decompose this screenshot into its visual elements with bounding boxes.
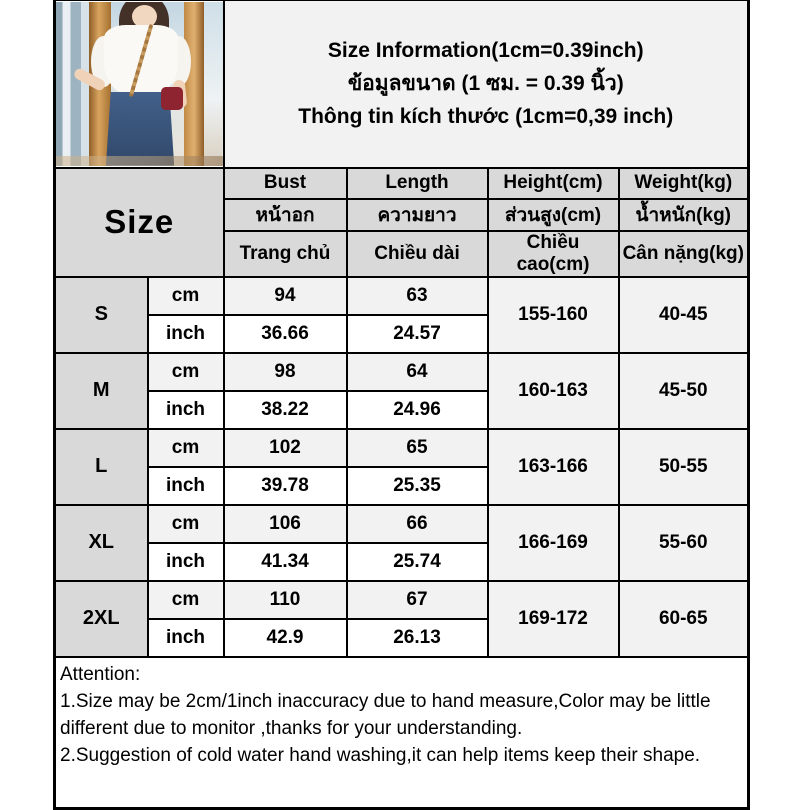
- photo-red-bag: [161, 87, 183, 110]
- unit-inch-label: inch: [148, 315, 224, 353]
- unit-cm-label: cm: [148, 277, 224, 315]
- unit-inch-label: inch: [148, 619, 224, 657]
- bust-cm-value: 98: [224, 353, 347, 391]
- unit-cm-label: cm: [148, 353, 224, 391]
- height-range-value: 160-163: [488, 353, 619, 429]
- bust-header-vi: Trang chủ: [224, 231, 347, 277]
- unit-inch-label: inch: [148, 543, 224, 581]
- length-cm-value: 64: [347, 353, 488, 391]
- length-inch-value: 25.74: [347, 543, 488, 581]
- length-cm-value: 63: [347, 277, 488, 315]
- size-label-l: L: [55, 429, 148, 505]
- bust-cm-value: 94: [224, 277, 347, 315]
- height-header-th: ส่วนสูง(cm): [488, 199, 619, 231]
- bust-cm-value: 110: [224, 581, 347, 619]
- photo-floor: [56, 156, 223, 166]
- unit-cm-label: cm: [148, 505, 224, 543]
- length-header-th: ความยาว: [347, 199, 488, 231]
- height-range-value: 166-169: [488, 505, 619, 581]
- photo-background-right: [204, 2, 222, 166]
- title-english: Size Information(1cm=0.39inch): [327, 39, 644, 63]
- bust-header-th: หน้าอก: [224, 199, 347, 231]
- title-vietnamese: Thông tin kích thước (1cm=0,39 inch): [298, 105, 674, 129]
- weight-header-th: น้ำหนัก(kg): [619, 199, 749, 231]
- product-photo-cell: [55, 0, 224, 168]
- length-cm-value: 65: [347, 429, 488, 467]
- length-inch-value: 24.96: [347, 391, 488, 429]
- unit-inch-label: inch: [148, 391, 224, 429]
- unit-cm-label: cm: [148, 429, 224, 467]
- height-header-vi: Chiều cao(cm): [488, 231, 619, 277]
- table-row-l: [55, 429, 749, 467]
- size-column-header: Size: [55, 168, 224, 277]
- bust-inch-value: 39.78: [224, 467, 347, 505]
- weight-range-value: 50-55: [619, 429, 749, 505]
- length-inch-value: 24.57: [347, 315, 488, 353]
- bust-inch-value: 38.22: [224, 391, 347, 429]
- weight-range-value: 40-45: [619, 277, 749, 353]
- bust-inch-value: 42.9: [224, 619, 347, 657]
- size-table: [53, 0, 750, 810]
- length-cm-value: 66: [347, 505, 488, 543]
- attention-note-2: 2.Suggestion of cold water hand washing,it can help items keep their shape.: [60, 744, 701, 766]
- size-chart-sheet: [53, 0, 747, 810]
- weight-range-value: 60-65: [619, 581, 749, 657]
- table-row-xl: [55, 505, 749, 543]
- height-range-value: 163-166: [488, 429, 619, 505]
- table-row-s: [55, 277, 749, 315]
- attention-heading: Attention:: [60, 663, 141, 685]
- bust-cm-value: 102: [224, 429, 347, 467]
- unit-cm-label: cm: [148, 581, 224, 619]
- length-inch-value: 26.13: [347, 619, 488, 657]
- weight-header-vi: Cân nặng(kg): [619, 231, 749, 277]
- table-row-m: [55, 353, 749, 391]
- weight-header-en: Weight(kg): [619, 168, 749, 199]
- height-range-value: 155-160: [488, 277, 619, 353]
- bust-header-en: Bust: [224, 168, 347, 199]
- size-label-s: S: [55, 277, 148, 353]
- size-label-2xl: 2XL: [55, 581, 148, 657]
- height-header-en: Height(cm): [488, 168, 619, 199]
- size-info-title-cell: [224, 0, 749, 168]
- title-thai: ข้อมูลขนาด (1 ซม. = 0.39 นิ้ว): [347, 72, 624, 96]
- unit-inch-label: inch: [148, 467, 224, 505]
- length-header-en: Length: [347, 168, 488, 199]
- size-label-xl: XL: [55, 505, 148, 581]
- attention-notes-cell: [55, 657, 749, 809]
- table-row-2xl: [55, 581, 749, 619]
- attention-note-1: 1.Size may be 2cm/1inch inaccuracy due to hand measure,Color may be little different due to monitor ,thanks for your understanding.: [60, 690, 711, 739]
- length-inch-value: 25.35: [347, 467, 488, 505]
- bust-inch-value: 36.66: [224, 315, 347, 353]
- bust-cm-value: 106: [224, 505, 347, 543]
- height-range-value: 169-172: [488, 581, 619, 657]
- bust-inch-value: 41.34: [224, 543, 347, 581]
- product-photo: [56, 2, 223, 166]
- length-cm-value: 67: [347, 581, 488, 619]
- length-header-vi: Chiều dài: [347, 231, 488, 277]
- size-label-m: M: [55, 353, 148, 429]
- weight-range-value: 45-50: [619, 353, 749, 429]
- photo-mirror-frame-right: [184, 2, 204, 166]
- weight-range-value: 55-60: [619, 505, 749, 581]
